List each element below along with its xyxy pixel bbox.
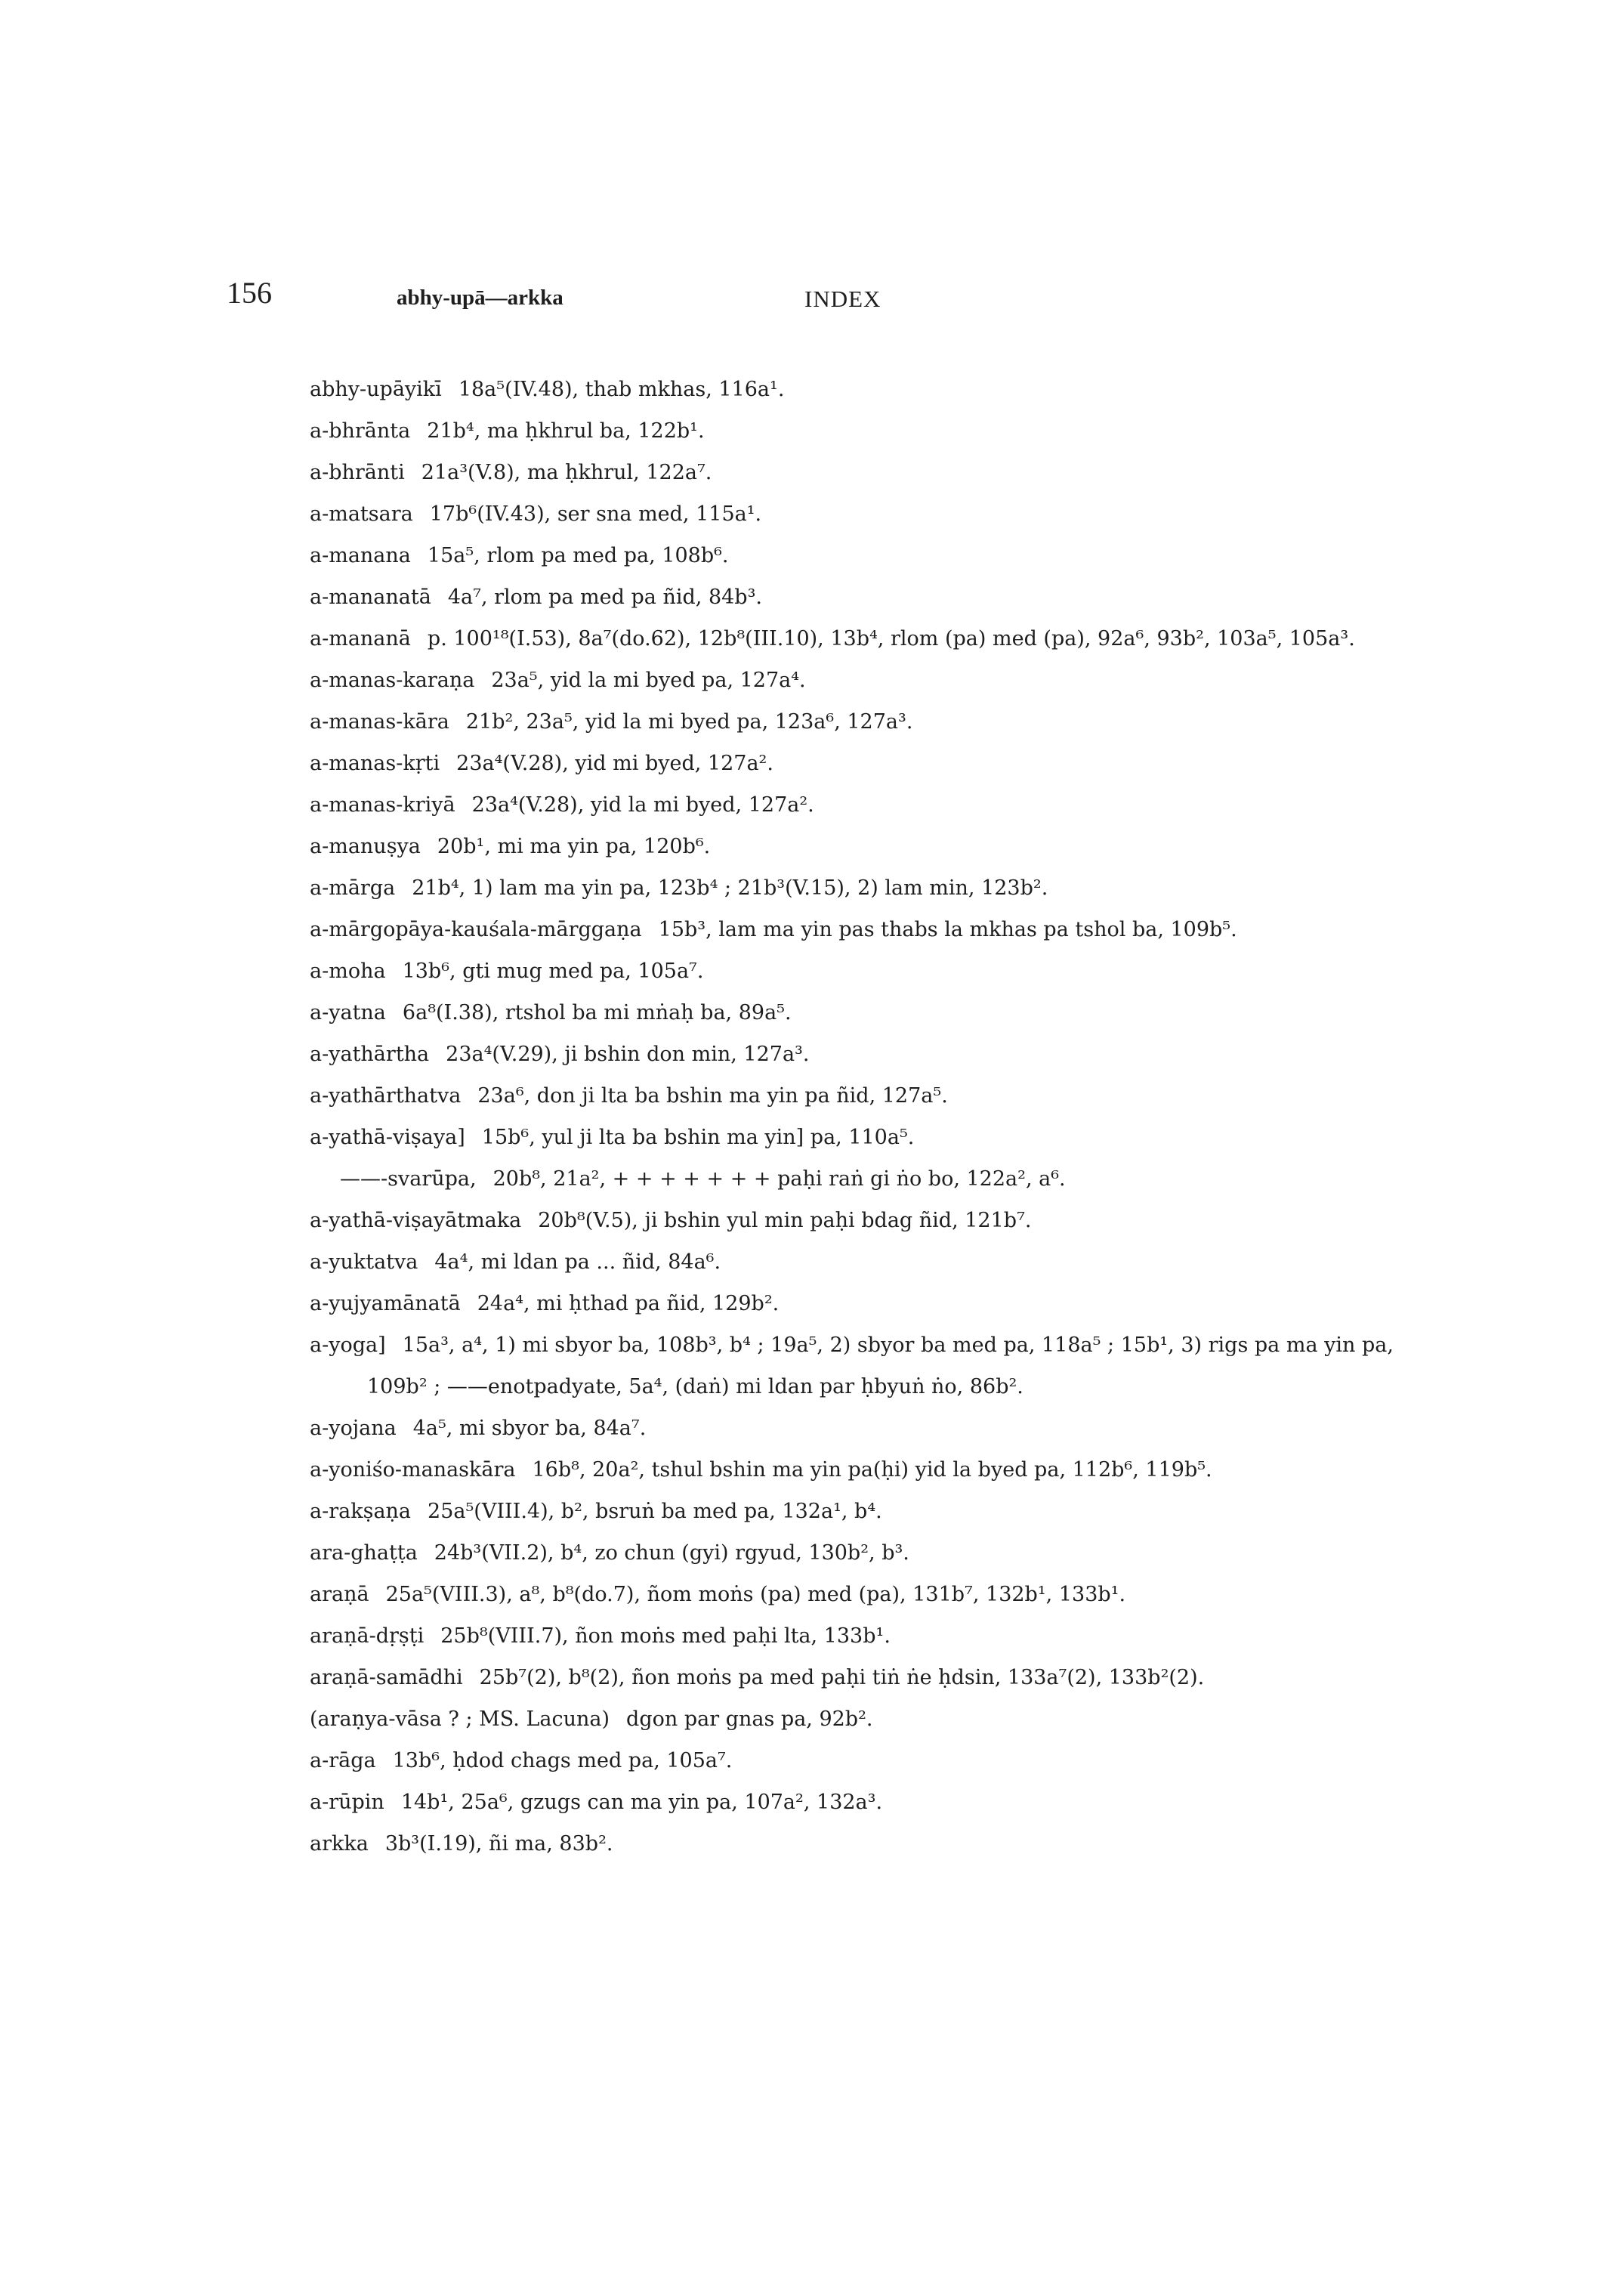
- index-entry: [310, 618, 1397, 660]
- index-references: 20b⁸, 21a², + + + + + + + paḥi raṅ gi ṅo bo, 122a², a⁶.: [492, 1167, 1066, 1191]
- index-references: 23a⁴(V.28), yid la mi byed, 127a².: [471, 793, 814, 817]
- index-entry: [310, 1075, 1397, 1117]
- index-term: a-moha: [310, 959, 386, 983]
- index-entry: [310, 369, 1397, 410]
- index-entry: [310, 410, 1397, 452]
- index-references: 17b⁶(IV.43), ser sna med, 115a¹.: [429, 502, 762, 526]
- index-entry: [310, 909, 1397, 950]
- index-references: 21a³(V.8), ma ḥkhrul, 122a⁷.: [421, 461, 712, 484]
- index-entry: [310, 1574, 1397, 1615]
- index-term: abhy-upāyikī: [310, 378, 442, 401]
- index-entry: [310, 1740, 1397, 1781]
- index-references: 24a⁴, mi ḥthad pa ñid, 129b².: [477, 1292, 780, 1315]
- index-entry: [310, 1532, 1397, 1574]
- index-references: 25a⁵(VIII.3), a⁸, b⁸(do.7), ñom moṅs (pa) med (pa), 131b⁷, 132b¹, 133b¹.: [385, 1583, 1126, 1606]
- index-references: 21b⁴, 1) lam ma yin pa, 123b⁴ ; 21b³(V.15), 2) lam min, 123b².: [412, 876, 1048, 900]
- index-term: a-yojana: [310, 1417, 397, 1440]
- index-term: a-manas-kṛti: [310, 752, 440, 775]
- index-entry: [310, 576, 1397, 618]
- index-term: a-yuktatva: [310, 1250, 418, 1274]
- index-term: a-yathā-viṣayātmaka: [310, 1209, 522, 1232]
- index-subentry: [310, 1158, 1397, 1200]
- index-references: 16b⁸, 20a², tshul bshin ma yin pa(ḥi) yid la byed pa, 112b⁶, 119b⁵.: [532, 1458, 1212, 1482]
- index-references: 24b³(VII.2), b⁴, zo chun (gyi) rgyud, 130b², b³.: [434, 1541, 909, 1565]
- index-term: a-yathārtha: [310, 1043, 430, 1066]
- index-references: 21b², 23a⁵, yid la mi byed pa, 123a⁶, 127a³.: [465, 710, 913, 734]
- index-references: 25a⁵(VIII.4), b², bsruṅ ba med pa, 132a¹, b⁴.: [428, 1500, 882, 1523]
- index-term: (araṇya-vāsa ? ; MS. Lacuna): [310, 1707, 610, 1731]
- index-term: a-rūpin: [310, 1791, 384, 1814]
- index-references: dgon par gnas pa, 92b².: [626, 1707, 873, 1731]
- index-entry: [310, 1408, 1397, 1449]
- index-entry: [310, 950, 1397, 992]
- index-entry: [310, 1657, 1397, 1698]
- index-references: 15b⁶, yul ji lta ba bshin ma yin] pa, 110a⁵.: [481, 1126, 915, 1149]
- running-head: abhy-upā—arkka: [397, 286, 563, 310]
- index-term: a-manas-kriyā: [310, 793, 455, 817]
- index-entry: [310, 535, 1397, 576]
- index-entry: [310, 1117, 1397, 1158]
- index-references: 25b⁷(2), b⁸(2), ñon moṅs pa med paḥi tiṅ ṅe ḥdsin, 133a⁷(2), 133b²(2).: [479, 1666, 1205, 1689]
- index-term: a-manana: [310, 544, 411, 567]
- index-references: p. 100¹⁸(I.53), 8a⁷(do.62), 12b⁸(III.10), 13b⁴, rlom (pa) med (pa), 92a⁶, 93b², 103a⁵, 105a³.: [427, 627, 1355, 650]
- index-references: 13b⁶, ḥdod chags med pa, 105a⁷.: [392, 1749, 733, 1772]
- index-term: arkka: [310, 1832, 369, 1856]
- index-entry: [310, 1698, 1397, 1740]
- index-entry: [310, 1491, 1397, 1532]
- index-term: a-mārga: [310, 876, 396, 900]
- index-entry: [310, 452, 1397, 493]
- index-references: 4a⁵, mi sbyor ba, 84a⁷.: [412, 1417, 647, 1440]
- index-entry: [310, 826, 1397, 867]
- index-entry: [310, 1034, 1397, 1075]
- index-term: a-yoniśo-manaskāra: [310, 1458, 516, 1482]
- index-references: 20b¹, mi ma yin pa, 120b⁶.: [437, 835, 711, 858]
- index-term: a-yathā-viṣaya]: [310, 1126, 465, 1149]
- index-term: araṇā-samādhi: [310, 1666, 463, 1689]
- index-entry: [310, 1449, 1397, 1491]
- page-number: 156: [227, 276, 272, 310]
- index-references: 25b⁸(VIII.7), ñon moṅs med paḥi lta, 133b¹.: [440, 1624, 891, 1648]
- index-references: 21b⁴, ma ḥkhrul ba, 122b¹.: [427, 419, 705, 443]
- index-references: 13b⁶, gti mug med pa, 105a⁷.: [402, 959, 704, 983]
- index-references: 15a³, a⁴, 1) mi sbyor ba, 108b³, b⁴ ; 19a⁵, 2) sbyor ba med pa, 118a⁵ ; 15b¹, 3) rigs pa ma yin pa, 109b² ; ——enotpadyate, 5a⁴, (daṅ) mi ldan par ḥbyuṅ ṅo, 86b².: [367, 1333, 1394, 1398]
- index-references: 6a⁸(I.38), rtshol ba mi mṅaḥ ba, 89a⁵.: [402, 1001, 792, 1024]
- index-term: a-yathārthatva: [310, 1084, 462, 1108]
- index-entry: [310, 701, 1397, 743]
- index-term: a-yoga]: [310, 1333, 386, 1357]
- index-references: 3b³(I.19), ñi ma, 83b².: [384, 1832, 613, 1856]
- index-entry: [310, 867, 1397, 909]
- index-references: 23a⁵, yid la mi byed pa, 127a⁴.: [491, 669, 806, 692]
- index-references: 4a⁴, mi ldan pa ... ñid, 84a⁶.: [434, 1250, 721, 1274]
- index-term: a-mananatā: [310, 586, 431, 609]
- index-references: 23a⁶, don ji lta ba bshin ma yin pa ñid, 127a⁵.: [477, 1084, 948, 1108]
- index-entry-list: [310, 369, 1397, 1865]
- index-term: a-rāga: [310, 1749, 376, 1772]
- index-term: ——-svarūpa,: [340, 1167, 477, 1191]
- index-references: 15a⁵, rlom pa med pa, 108b⁶.: [427, 544, 729, 567]
- index-entry: [310, 1615, 1397, 1657]
- index-term: a-yujyamānatā: [310, 1292, 461, 1315]
- index-entry: [310, 992, 1397, 1034]
- index-term: ara-ghaṭṭa: [310, 1541, 418, 1565]
- index-entry: [310, 660, 1397, 701]
- index-entry: [310, 743, 1397, 784]
- index-term: a-manas-kāra: [310, 710, 449, 734]
- index-references: 23a⁴(V.28), yid mi byed, 127a².: [456, 752, 773, 775]
- index-entry: [310, 493, 1397, 535]
- index-entry: [310, 1823, 1397, 1865]
- index-entry: [310, 1200, 1397, 1241]
- index-term: a-manas-karaṇa: [310, 669, 475, 692]
- index-references: 23a⁴(V.29), ji bshin don min, 127a³.: [446, 1043, 810, 1066]
- index-references: 4a⁷, rlom pa med pa ñid, 84b³.: [447, 586, 762, 609]
- index-term: araṇā: [310, 1583, 369, 1606]
- index-term: a-bhrānti: [310, 461, 405, 484]
- page-title: INDEX: [804, 286, 881, 312]
- index-entry: [310, 1781, 1397, 1823]
- index-term: araṇā-dṛṣṭi: [310, 1624, 425, 1648]
- page-header: [227, 275, 1345, 320]
- index-term: a-bhrānta: [310, 419, 411, 443]
- index-references: 15b³, lam ma yin pas thabs la mkhas pa tshol ba, 109b⁵.: [658, 918, 1237, 941]
- index-term: a-yatna: [310, 1001, 386, 1024]
- index-term: a-mārgopāya-kauśala-mārggaṇa: [310, 918, 642, 941]
- index-references: 14b¹, 25a⁶, gzugs can ma yin pa, 107a², 132a³.: [400, 1791, 883, 1814]
- index-term: a-manuṣya: [310, 835, 421, 858]
- index-entry: [310, 1283, 1397, 1324]
- index-entry: [310, 784, 1397, 826]
- index-references: 18a⁵(IV.48), thab mkhas, 116a¹.: [458, 378, 785, 401]
- index-term: a-mananā: [310, 627, 411, 650]
- index-term: a-matsara: [310, 502, 413, 526]
- index-term: a-rakṣaṇa: [310, 1500, 412, 1523]
- index-entry: [310, 1324, 1397, 1408]
- index-entry: [310, 1241, 1397, 1283]
- index-references: 20b⁸(V.5), ji bshin yul min paḥi bdag ñid, 121b⁷.: [538, 1209, 1032, 1232]
